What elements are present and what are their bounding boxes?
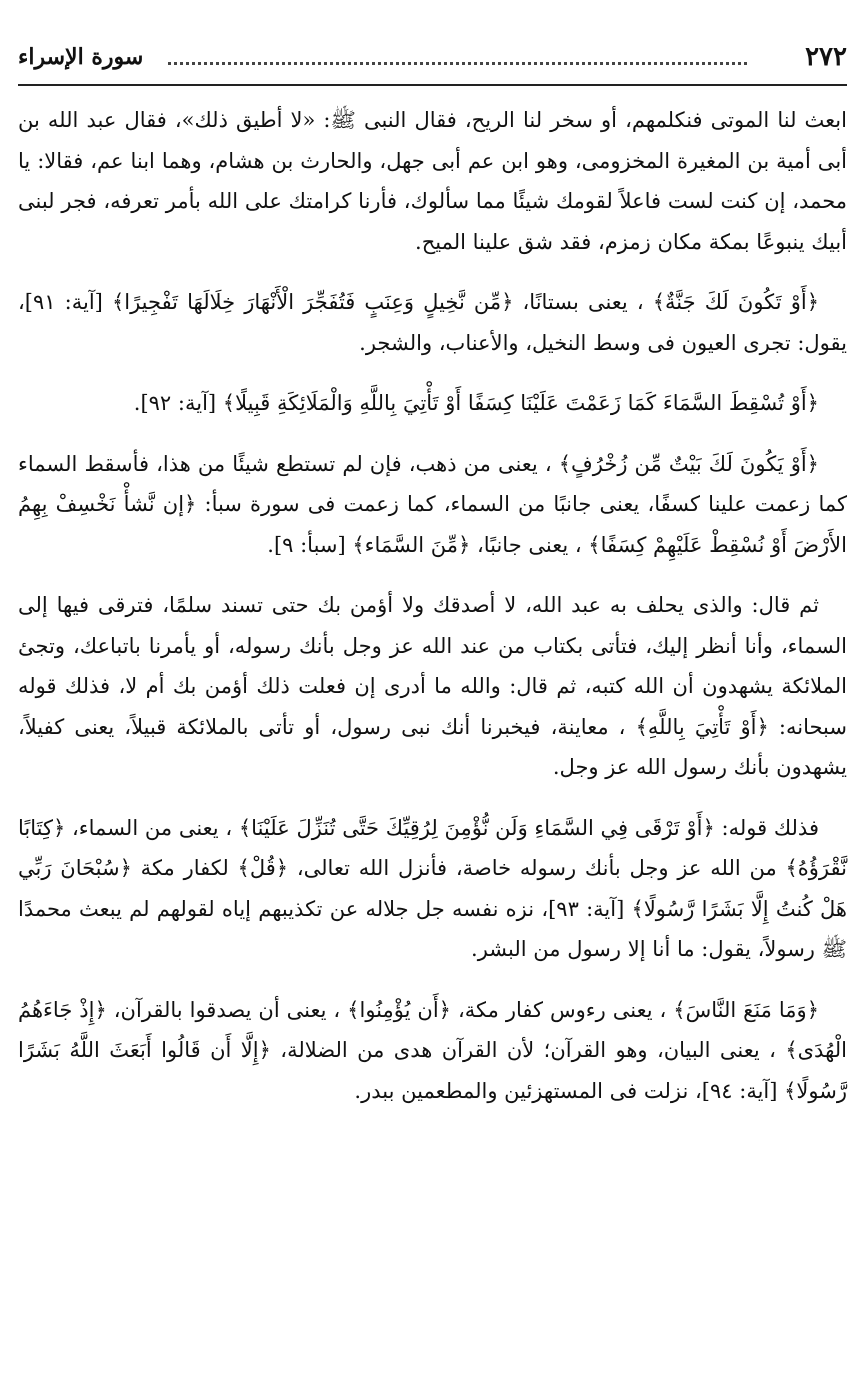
paragraph: ﴿أَوْ تُسْقِطَ السَّمَاءَ كَمَا زَعَمْتَ عَلَيْنَا كِسَفًا أَوْ تَأْتِيَ بِاللَّهِ وَالْمَلَائِكَةِ قَبِيلًا﴾ [آية: ٩٢]. [133,391,819,415]
page-number: ٢٧٢ [805,42,847,72]
paragraph: فذلك قوله: ﴿أَوْ تَرْقَى فِي السَّمَاءِ وَلَن نُّؤْمِنَ لِرُقِيِّكَ حَتَّى تُنَزِّلَ عَلَيْنَا﴾ ، يعنى من السماء، ﴿كِتَابًا نَّقْرَؤُهُ﴾ من الله عز وجل بأنك رسوله خاصة، فأنزل الله تعالى، ﴿قُلْ﴾ لكفار مكة ﴿سُبْحَانَ رَبِّي هَلْ كُنتُ إِلَّا بَشَرًا رَّسُولًا﴾ [آية: ٩٣]، نزه نفسه جل جلاله عن تكذيبهم إياه لقولهم لم يبعث محمدًا ﷺ رسولاً، يقول: ما أنا إلا رسول من البشر. [18,815,848,961]
paragraph: ﴿وَمَا مَنَعَ النَّاسَ﴾ ، يعنى رءوس كفار مكة، ﴿أَن يُؤْمِنُوا﴾ ، يعنى أن يصدقوا بالقرآن، ﴿إِذْ جَاءَهُمُ الْهُدَى﴾ ، يعنى البيان، وهو القرآن؛ لأن القرآن هدى من الضلالة، ﴿إِلَّا أَن قَالُوا أَبَعَثَ اللَّهُ بَشَرًا رَّسُولًا﴾ [آية: ٩٤]، نزلت فى المستهزئين والمطعمين ببدر. [18,997,847,1103]
header-dotted-leader [168,62,747,65]
book-page [18,34,847,1354]
paragraph: ابعث لنا الموتى فنكلمهم، أو سخر لنا الريح، فقال النبى ﷺ: «لا أطيق ذلك»، فقال عبد الله بن أبى أمية بن المغيرة المخزومى، وهو ابن عم أبى جهل، والحارث بن هشام، وهما ابنا عم، فقالا: يا محمد، إن كنت لست فاعلاً لقومك شيئًا مما سألوك، فأرنا كرامتك على الله بأمر تعرفه، فجر لبنى أبيك ينبوعًا بمكة مكان زمزم، فقد شق علينا الميح. [18,108,847,254]
paragraph: ﴿أَوْ يَكُونَ لَكَ بَيْتٌ مِّن زُخْرُفٍ﴾ ، يعنى من ذهب، فإن لم تستطع شيئًا من هذا، فأسقط السماء كما زعمت علينا كسفًا، يعنى جانبًا من السماء، كما زعمت فى سورة سبأ: ﴿إن نَّشأْ نَخْسِفْ بِهِمُ الأَرْضَ أَوْ نُسْقِطْ عَلَيْهِمْ كِسَفًا﴾ ، يعنى جانبًا، ﴿مِّنَ السَّمَاء﴾ [سبأ: ٩]. [18,451,847,557]
surah-title: سورة الإسراء [18,44,144,70]
paragraph: ﴿أَوْ تَكُونَ لَكَ جَنَّةٌ﴾ ، يعنى بستانًا، ﴿مِّن نَّخِيلٍ وَعِنَبٍ فَتُفَجِّرَ الْأَنْهَارَ خِلَالَهَا تَفْجِيرًا﴾ [آية: ٩١]، يقول: تجرى العيون فى وسط النخيل، والأعناب، والشجر. [18,290,847,355]
page-header [18,34,847,86]
paragraph: ثم قال: والذى يحلف به عبد الله، لا أصدقك ولا أؤمن بك حتى تسند سلمًا، فترقى فيها إلى السماء، وأنا أنظر إليك، فتأتى بكتاب من عند الله عز وجل بأنك رسوله، أو يأمرنا باتباعك، وتجئ الملائكة يشهدون أن الله كتبه، ثم قال: والله ما أدرى إن فعلت ذلك أؤمن بك أم لا، فذلك قوله سبحانه: ﴿أَوْ تَأْتِيَ بِاللَّهِ﴾ ، معاينة، فيخبرنا أنك نبى رسول، أو تأتى بالملائكة قبيلاً، يعنى كفيلاً، يشهدون بأنك رسول الله عز وجل. [18,593,847,779]
